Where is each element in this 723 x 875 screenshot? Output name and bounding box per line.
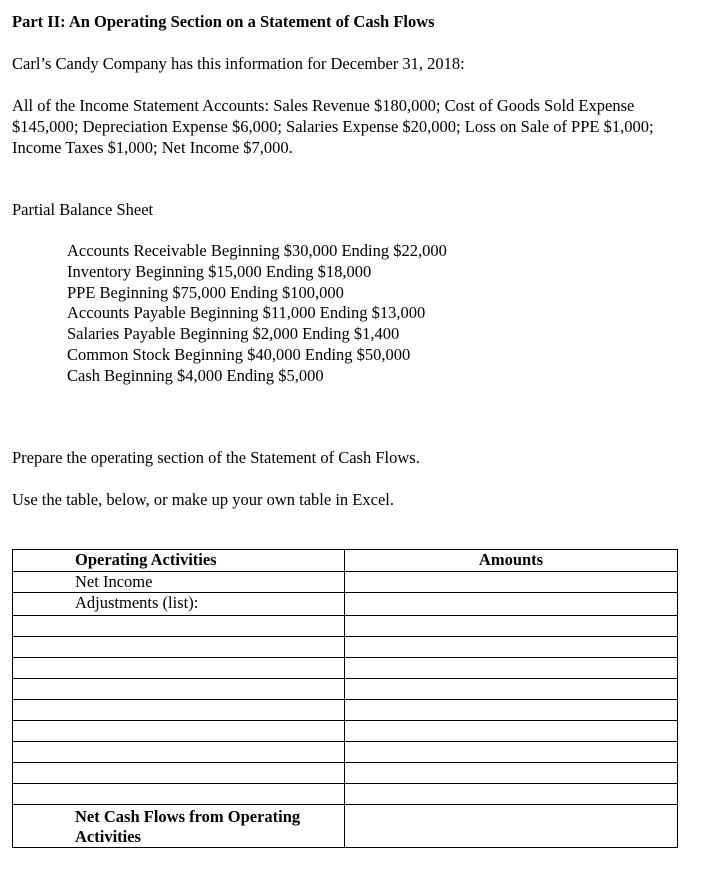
table-row [13,721,678,742]
table-row [13,593,678,616]
amount-cell[interactable] [345,679,678,700]
amount-cell[interactable] [345,658,678,679]
entry-cell[interactable] [13,700,345,721]
amount-cell[interactable] [345,742,678,763]
table-row [13,763,678,784]
table-row [13,742,678,763]
entry-cell[interactable] [13,721,345,742]
table-row [13,679,678,700]
entry-cell[interactable] [13,658,345,679]
amount-cell[interactable] [345,572,678,593]
net-income-cell[interactable] [13,572,345,593]
balance-item-ppe: PPE Beginning $75,000 Ending $100,000 [67,283,344,302]
amount-cell[interactable] [345,616,678,637]
net-income-label: Net Income [75,572,153,591]
balance-item-cash: Cash Beginning $4,000 Ending $5,000 [67,366,324,385]
table-row [13,700,678,721]
net-cash-flows-cell[interactable] [13,805,345,848]
amount-cell[interactable] [345,784,678,805]
entry-cell[interactable] [13,616,345,637]
header-operating-activities: Operating Activities [75,550,217,569]
table-row [13,784,678,805]
income-accounts-line-1: All of the Income Statement Accounts: Sales Revenue $180,000; Cost of Goods Sold Expense [12,96,635,115]
entry-cell[interactable] [13,742,345,763]
intro-text: Carl’s Candy Company has this information for December 31, 2018: [12,54,465,73]
table-row [13,616,678,637]
income-accounts-line-2: $145,000; Depreciation Expense $6,000; Salaries Expense $20,000; Loss on Sale of PPE $1,000; [12,117,654,136]
balance-item-accounts-payable: Accounts Payable Beginning $11,000 Ending $13,000 [67,303,426,322]
entry-cell[interactable] [13,784,345,805]
instruction-prepare: Prepare the operating section of the Statement of Cash Flows. [12,448,420,467]
balance-item-accounts-receivable: Accounts Receivable Beginning $30,000 Ending $22,000 [67,241,447,260]
adjustments-label: Adjustments (list): [75,593,199,612]
amount-cell[interactable] [345,637,678,658]
balance-item-salaries-payable: Salaries Payable Beginning $2,000 Ending $1,400 [67,324,400,343]
balance-item-common-stock: Common Stock Beginning $40,000 Ending $50,000 [67,345,411,364]
balance-item-inventory: Inventory Beginning $15,000 Ending $18,000 [67,262,372,281]
income-accounts-line-3: Income Taxes $1,000; Net Income $7,000. [12,138,293,157]
entry-cell[interactable] [13,763,345,784]
header-label-cell [13,550,345,572]
instruction-use-table: Use the table, below, or make up your own table in Excel. [12,490,394,509]
table-footer-row [13,805,678,848]
balance-sheet-title: Partial Balance Sheet [12,200,154,219]
entry-cell[interactable] [13,679,345,700]
table-row [13,572,678,593]
amount-cell[interactable] [345,700,678,721]
table-header-row [13,550,678,572]
part-heading: Part II: An Operating Section on a Statement of Cash Flows [12,12,435,31]
header-amounts: Amounts [345,550,678,572]
amount-cell[interactable] [345,593,678,616]
amount-cell[interactable] [345,721,678,742]
table-row [13,658,678,679]
amount-cell[interactable] [345,763,678,784]
operating-activities-table [12,549,678,848]
adjustments-cell[interactable] [13,593,345,616]
net-cash-flows-label: Net Cash Flows from Operating Activities [75,807,301,846]
entry-cell[interactable] [13,637,345,658]
table-row [13,637,678,658]
amount-cell[interactable] [345,805,678,848]
